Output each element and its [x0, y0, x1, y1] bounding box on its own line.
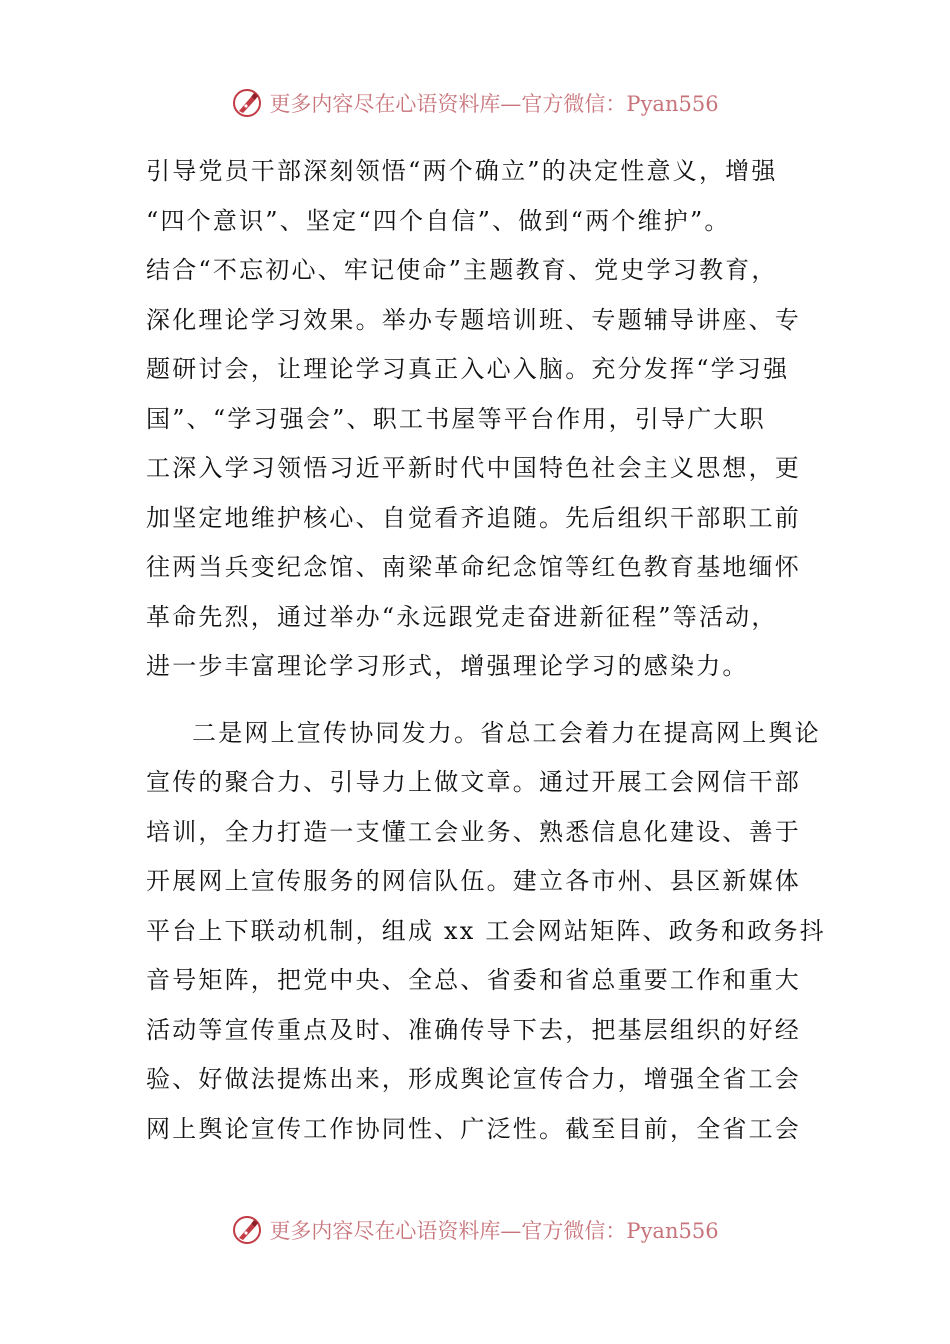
- footer-banner-text: 更多内容尽在心语资料库—官方微信：Pyan556: [269, 1219, 719, 1243]
- paragraph-line: 结合“不忘初心、牢记使命”主题教育、党史学习教育，: [146, 256, 778, 284]
- pen-nib-logo-icon: [231, 87, 263, 119]
- footer-banner: [0, 1210, 950, 1250]
- paragraph-line: 培训，全力打造一支懂工会业务、熟悉信息化建设、善于: [146, 817, 801, 846]
- paragraph-line: 加坚定地维护核心、自觉看齐追随。先后组织干部职工前: [146, 503, 801, 532]
- header-banner-inner: [231, 87, 718, 119]
- paragraph-line: 平台上下联动机制，组成 xx 工会网站矩阵、政务和政务抖: [146, 916, 826, 945]
- document-body: [146, 147, 826, 1154]
- paragraph-line: 往两当兵变纪念馆、南梁革命纪念馆等红色教育基地缅怀: [146, 553, 801, 581]
- paragraph-line: 题研讨会，让理论学习真正入心入脑。充分发挥“学习强: [146, 355, 790, 383]
- paragraph-line: 验、好做法提炼出来，形成舆论宣传合力，增强全省工会: [146, 1065, 801, 1093]
- paragraph-line: 宣传的聚合力、引导力上做文章。通过开展工会网信干部: [146, 768, 801, 796]
- paragraph-line: 音号矩阵，把党中央、全总、省委和省总重要工作和重大: [146, 966, 801, 994]
- pen-nib-logo-icon: [231, 1214, 263, 1246]
- header-banner: [0, 83, 950, 123]
- paragraph-line: 革命先烈，通过举办“永远跟党走奋进新征程”等活动，: [146, 602, 778, 631]
- paragraph-line: 活动等宣传重点及时、准确传导下去，把基层组织的好经: [146, 1015, 801, 1044]
- paragraph-line: 网上舆论宣传工作协同性、广泛性。截至目前，全省工会: [146, 1114, 801, 1143]
- paragraph-1: [146, 147, 806, 692]
- paragraph-line: 开展网上宣传服务的网信队伍。建立各市州、县区新媒体: [146, 867, 801, 895]
- paragraph-line: 二是网上宣传协同发力。省总工会着力在提高网上舆论: [192, 718, 821, 747]
- paragraph-2: [146, 709, 826, 1155]
- paragraph-line: “四个意识”、坚定“四个自信”、做到“两个维护”。: [146, 206, 731, 235]
- header-banner-text: 更多内容尽在心语资料库—官方微信：Pyan556: [269, 92, 719, 116]
- paragraph-line: 工深入学习领悟习近平新时代中国特色社会主义思想，更: [146, 454, 801, 482]
- paragraph-line: 引导党员干部深刻领悟“两个确立”的决定性意义，增强: [146, 157, 778, 185]
- paragraph-line: 深化理论学习效果。举办专题培训班、专题辅导讲座、专: [146, 305, 801, 334]
- paragraph-line: 进一步丰富理论学习形式，增强理论学习的感染力。: [146, 652, 749, 680]
- footer-banner-inner: [231, 1214, 718, 1246]
- paragraph-line: 国”、“学习强会”、职工书屋等平台作用，引导广大职: [146, 404, 766, 433]
